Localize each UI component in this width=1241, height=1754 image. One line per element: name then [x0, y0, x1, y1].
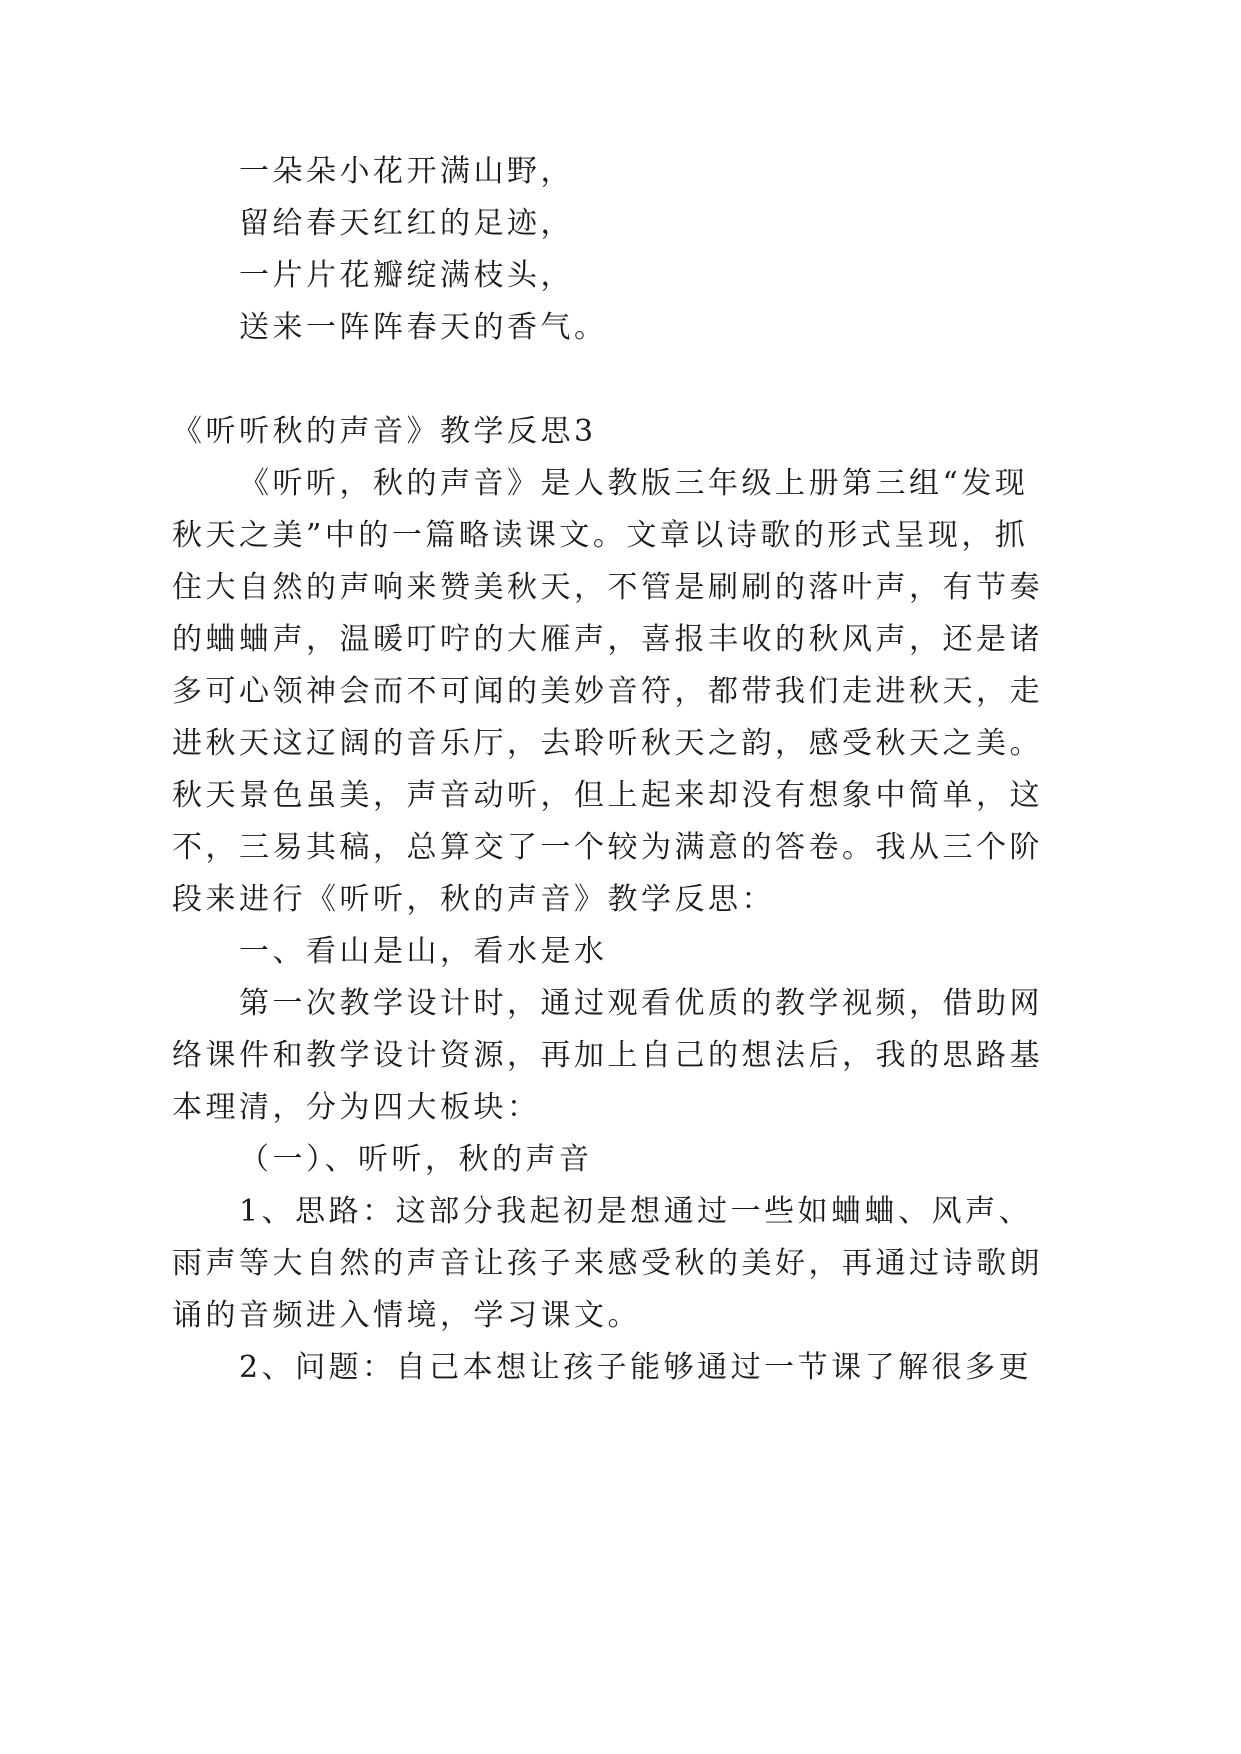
- subheading: 一、看山是山，看水是水: [239, 934, 608, 969]
- text-line: 《听听，秋的声音》是人教版三年级上册第三组“发现: [239, 466, 1029, 501]
- poem-line: 送来一阵阵春天的香气。: [239, 310, 608, 345]
- text-line: 雨声等大自然的声音让孩子来感受秋的美好，再通过诗歌朗: [172, 1246, 1043, 1281]
- text-line: 诵的音频进入情境，学习课文。: [172, 1298, 641, 1333]
- subheading-paragraph: [172, 1134, 1072, 1186]
- text-line: 的蛐蛐声，温暖叮咛的大雁声，喜报丰收的秋风声，还是诸: [172, 622, 1043, 657]
- body-paragraph: [172, 1342, 1072, 1394]
- poem-line: 一朵朵小花开满山野，: [239, 154, 574, 189]
- text-line: 进秋天这辽阔的音乐厅，去聆听秋天之韵，感受秋天之美。: [172, 726, 1043, 761]
- poem-stanza: [172, 146, 1072, 354]
- text-line: 2、问题：自己本想让孩子能够通过一节课了解很多更: [239, 1350, 1033, 1385]
- section-title: 《听听秋的声音》教学反思3: [172, 414, 597, 449]
- text-line: 本理清，分为四大板块：: [172, 1090, 541, 1125]
- body-paragraph: [172, 458, 1072, 926]
- text-line: 络课件和教学设计资源，再加上自己的想法后，我的思路基: [172, 1038, 1043, 1073]
- text-line: 多可心领神会而不可闻的美妙音符，都带我们走进秋天，走: [172, 674, 1043, 709]
- text-line: 秋天之美”中的一篇略读课文。文章以诗歌的形式呈现，抓: [172, 518, 1029, 553]
- body-paragraph: [172, 1186, 1072, 1342]
- poem-line: 留给春天红红的足迹，: [239, 206, 574, 241]
- subheading-paragraph: [172, 926, 1072, 978]
- text-line: 住大自然的声响来赞美秋天，不管是刷刷的落叶声，有节奏: [172, 570, 1043, 605]
- document-content: [172, 146, 1072, 1394]
- text-line: 不，三易其稿，总算交了一个较为满意的答卷。我从三个阶: [172, 830, 1043, 865]
- subheading: （一）、听听，秋的声音: [239, 1142, 593, 1177]
- text-line: 第一次教学设计时，通过观看优质的教学视频，借助网: [239, 986, 1043, 1021]
- text-line: 1、思路：这部分我起初是想通过一些如蛐蛐、风声、: [239, 1194, 1033, 1229]
- poem-line: 一片片花瓣绽满枝头，: [239, 258, 574, 293]
- body-paragraph: [172, 978, 1072, 1134]
- text-line: 段来进行《听听，秋的声音》教学反思：: [172, 882, 775, 917]
- text-line: 秋天景色虽美，声音动听，但上起来却没有想象中简单，这: [172, 778, 1043, 813]
